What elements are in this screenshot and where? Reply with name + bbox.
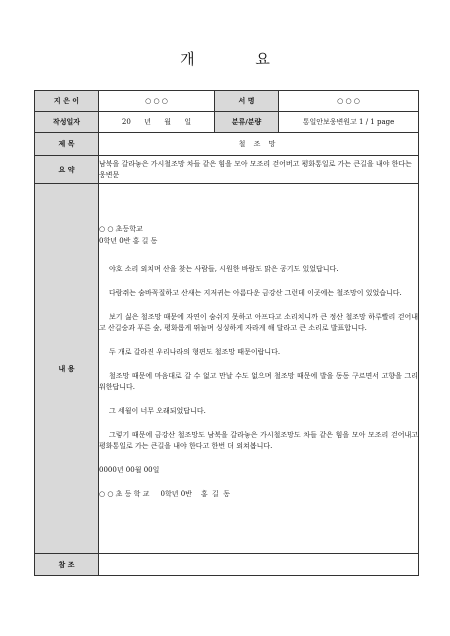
content-label: 내 용 bbox=[35, 184, 99, 554]
subject-label: 제 목 bbox=[35, 133, 99, 156]
written-date: 0000년 00월 00일 bbox=[99, 466, 160, 474]
date-label: 작성일자 bbox=[35, 112, 99, 133]
author-label: 지 은 이 bbox=[35, 91, 99, 112]
paragraph-7: 그렇기 때문에 금강산 철조망도 남북을 갈라놓은 가시철조망도 차들 같은 힘을 모아 모조리 걷어내고 평화통일로 가는 큰길을 내야 한다고 한번 더 외쳐봅니다. bbox=[99, 431, 418, 450]
signature-label: 서 명 bbox=[215, 91, 279, 112]
signature-value: ○ ○ ○ bbox=[279, 91, 419, 112]
page-title: 개 요 bbox=[180, 50, 298, 68]
school-name: ○ ○ 초등학교 bbox=[99, 225, 143, 233]
reference-label: 참 조 bbox=[35, 554, 99, 576]
paragraph-3: 보기 싫은 철조망 때문에 자연이 숨쉬지 못하고 아프다고 소리치니까 큰 정산 철조망 하루빨리 걷어내고 산길숭과 푸른 숲, 평화롭게 뛰놀며 싱싱하게 자라게 해 달라고 큰 소리로 발표합니다. bbox=[99, 313, 418, 332]
summary-form bbox=[34, 90, 419, 576]
summary-label: 요 약 bbox=[35, 156, 99, 184]
paragraph-1: 야호 소리 외치며 산을 찾는 사람들, 시원한 바람도 맑은 공기도 있었답니다. bbox=[109, 265, 339, 273]
subject-value: 철 조 망 bbox=[99, 133, 419, 156]
summary-value: 남북을 갈라놓은 가시철조망 차들 같은 힘을 모아 모조리 걷어버고 평화통일로 가는 큰길을 내야 한다는 웅변문 bbox=[99, 156, 419, 184]
paragraph-6: 그 세월이 너무 오래되었답니다. bbox=[109, 407, 206, 415]
closing-signature: ○ ○ 초 등 학 교 0학년 0반 홍 길 동 bbox=[99, 490, 231, 498]
date-value: 20 년 월 일 bbox=[99, 112, 215, 133]
paragraph-5: 철조망 때문에 마음대로 갈 수 없고 만날 수도 없으며 철조망 때문에 발을 동동 구르면서 고향을 그리워한답니다. bbox=[99, 372, 418, 391]
content-body bbox=[99, 184, 419, 554]
reference-value bbox=[99, 554, 419, 576]
category-label: 분류/분량 bbox=[215, 112, 279, 133]
paragraph-4: 두 개로 갈라진 우리나라의 형편도 철조망 때문이랍니다. bbox=[109, 348, 281, 356]
paragraph-2: 다람쥐는 숨바꼭질하고 산새는 지저귀는 아름다운 금강산 그런데 이곳에는 철조망이 있었습니다. bbox=[109, 289, 402, 297]
category-value: 통일안보웅변원고 1 / 1 page bbox=[279, 112, 419, 133]
author-value: ○ ○ ○ bbox=[99, 91, 215, 112]
student-name: 0학년 0반 홍 길 동 bbox=[99, 237, 158, 245]
